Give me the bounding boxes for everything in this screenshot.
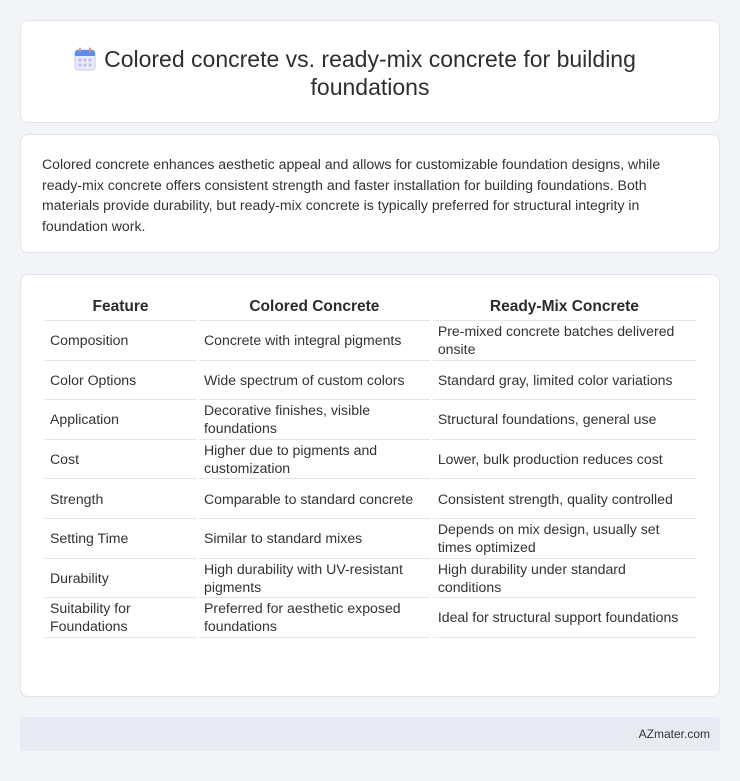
row-feature: Setting Time bbox=[45, 519, 196, 559]
row-feature: Strength bbox=[45, 479, 196, 519]
title-card bbox=[20, 20, 720, 123]
page-title: Colored concrete vs. ready-mix concrete for building foundations bbox=[104, 46, 636, 100]
row-ready-mix-value: Consistent strength, quality controlled bbox=[433, 479, 696, 519]
row-feature: Composition bbox=[45, 321, 196, 361]
row-feature: Cost bbox=[45, 440, 196, 480]
comparison-table bbox=[42, 293, 699, 638]
table-row bbox=[45, 440, 696, 480]
row-ready-mix-value: Standard gray, limited color variations bbox=[433, 361, 696, 401]
row-feature: Application bbox=[45, 400, 196, 440]
row-feature: Color Options bbox=[45, 361, 196, 401]
table-row bbox=[45, 598, 696, 638]
summary-text: Colored concrete enhances aesthetic appeal and allows for customizable foundation designs, while ready-mix concrete offers consistent strength and faster installation for building foundations. Both materials provide durability, but ready-mix concrete is typically preferred for structural integrity in foundation work. bbox=[42, 156, 661, 234]
column-header-colored-concrete: Colored Concrete bbox=[199, 293, 430, 321]
table-row bbox=[45, 321, 696, 361]
table-row bbox=[45, 519, 696, 559]
footer-bar bbox=[20, 717, 720, 751]
row-feature: Suitability for Foundations bbox=[45, 598, 196, 638]
row-colored-value: Similar to standard mixes bbox=[199, 519, 430, 559]
row-ready-mix-value: Lower, bulk production reduces cost bbox=[433, 440, 696, 480]
summary-card bbox=[20, 134, 720, 253]
row-ready-mix-value: High durability under standard conditions bbox=[433, 559, 696, 599]
table-row bbox=[45, 479, 696, 519]
comparison-table-card bbox=[20, 274, 720, 697]
row-feature: Durability bbox=[45, 559, 196, 599]
table-header-row bbox=[45, 293, 696, 321]
row-colored-value: Concrete with integral pigments bbox=[199, 321, 430, 361]
column-header-feature: Feature bbox=[45, 293, 196, 321]
table-row bbox=[45, 559, 696, 599]
row-ready-mix-value: Pre-mixed concrete batches delivered onsite bbox=[433, 321, 696, 361]
row-colored-value: Preferred for aesthetic exposed foundations bbox=[199, 598, 430, 638]
row-ready-mix-value: Depends on mix design, usually set times optimized bbox=[433, 519, 696, 559]
row-colored-value: Higher due to pigments and customization bbox=[199, 440, 430, 480]
table-row bbox=[45, 400, 696, 440]
row-colored-value: Decorative finishes, visible foundations bbox=[199, 400, 430, 440]
column-header-ready-mix-concrete: Ready-Mix Concrete bbox=[433, 293, 696, 321]
table-row bbox=[45, 361, 696, 401]
row-ready-mix-value: Structural foundations, general use bbox=[433, 400, 696, 440]
row-ready-mix-value: Ideal for structural support foundations bbox=[433, 598, 696, 638]
row-colored-value: High durability with UV-resistant pigments bbox=[199, 559, 430, 599]
footer-brand: AZmater.com bbox=[638, 727, 710, 741]
row-colored-value: Wide spectrum of custom colors bbox=[199, 361, 430, 401]
row-colored-value: Comparable to standard concrete bbox=[199, 479, 430, 519]
